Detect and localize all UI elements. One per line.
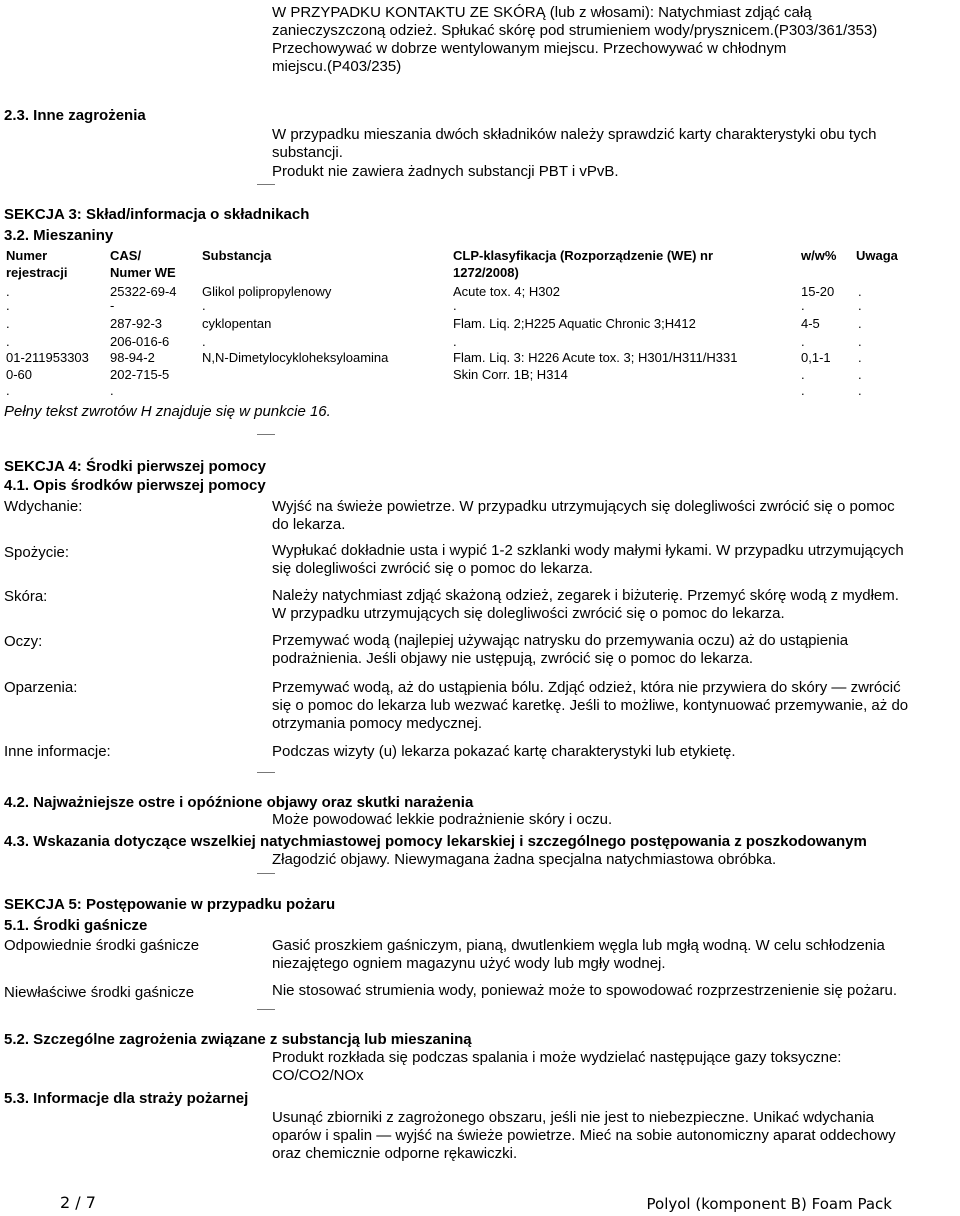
top-line-4: miejscu.(P403/235) xyxy=(272,58,402,75)
section-4-heading: SEKCJA 4: Środki pierwszej pomocy xyxy=(4,458,267,475)
top-line-1: W PRZYPADKU KONTAKTU ZE SKÓRĄ (lub z włosami): Natychmiast zdjąć całą xyxy=(272,4,812,21)
section-4-1-heading: 4.1. Opis środków pierwszej pomocy xyxy=(4,477,266,494)
first-aid-label: Oparzenia: xyxy=(4,679,78,696)
first-aid-label: Oczy: xyxy=(4,633,43,650)
first-aid-label: Wdychanie: xyxy=(4,498,83,515)
section-4-2-heading: 4.2. Najważniejsze ostre i opóźnione objawy oraz skutki narażenia xyxy=(4,794,474,811)
cell-reg: 0-60 xyxy=(6,367,33,382)
suitable-media-label: Odpowiednie środki gaśnicze xyxy=(4,937,200,954)
cell-cas: 98-94-2 xyxy=(110,350,155,365)
first-aid-text-line: Przemywać wodą (najlepiej używając natrysku do przemywania oczu) aż do ustąpienia xyxy=(272,632,849,649)
first-aid-text-line: się o pomoc do lekarza lub wezwać karetkę. Jeśli to możliwe, kontynuować przemywanie, aż do xyxy=(272,697,909,714)
first-aid-text-line: Należy natychmiast zdjąć skażoną odzież, zegarek i biżuterię. Przemyć skórę wodą z mydłem. xyxy=(272,587,899,604)
cell-substance: cyklopentan xyxy=(202,316,272,331)
col-header-substance: Substancja xyxy=(202,248,272,263)
cell-note: . xyxy=(858,383,862,398)
section-5-3-line: oparów i spalin — wyjść na świeże powietrze. Mieć na sobie autonomiczny aparat oddechowy xyxy=(272,1127,896,1144)
first-aid-text-line: do lekarza. xyxy=(272,516,346,533)
cell-clp: Flam. Liq. 2;H225 Aquatic Chronic 3;H412 xyxy=(453,316,696,331)
first-aid-text-line: Podczas wizyty (u) lekarza pokazać kartę charakterystyki lub etykietę. xyxy=(272,743,736,760)
section-3-heading: SEKCJA 3: Skład/informacja o składnikach xyxy=(4,206,310,223)
first-aid-text-line: otrzymania pomocy medycznej. xyxy=(272,715,483,732)
col-header-clp-2: 1272/2008) xyxy=(453,265,519,280)
cell-clp: . xyxy=(453,334,457,349)
cell-ww: . xyxy=(801,367,805,382)
cell-cas: 202-715-5 xyxy=(110,367,170,382)
cell-note: . xyxy=(858,316,862,331)
separator xyxy=(257,434,275,435)
first-aid-text-line: Przemywać wodą, aż do ustąpienia bólu. Zdjąć odzież, która nie przywiera do skóry — zwrócić xyxy=(272,679,901,696)
cell-substance: . xyxy=(202,334,206,349)
cell-note: . xyxy=(858,367,862,382)
cell-ww: 0,1-1 xyxy=(801,350,831,365)
cell-clp: . xyxy=(453,298,457,313)
top-line-3: Przechowywać w dobrze wentylowanym miejscu. Przechowywać w chłodnym xyxy=(272,40,787,57)
product-name: Polyol (komponent B) Foam Pack xyxy=(646,1195,892,1213)
cell-ww: 15-20 xyxy=(801,284,835,299)
section-5-2-line: CO/CO2/NOx xyxy=(272,1067,364,1084)
cell-cas: 206-016-6 xyxy=(110,334,170,349)
cell-note: . xyxy=(858,350,862,365)
section-5-2-line: Produkt rozkłada się podczas spalania i może wydzielać następujące gazy toksyczne: xyxy=(272,1049,842,1066)
first-aid-text-line: W przypadku utrzymujących się dolegliwości zwrócić się o pomoc do lekarza. xyxy=(272,605,785,622)
unsuitable-media-label: Niewłaściwe środki gaśnicze xyxy=(4,984,195,1001)
cell-clp: Flam. Liq. 3: H226 Acute tox. 3; H301/H311/H331 xyxy=(453,350,738,365)
section-4-3-heading: 4.3. Wskazania dotyczące wszelkiej natychmiastowej pomocy lekarskiej i szczególnego postępowania z poszkodowanym xyxy=(4,833,867,850)
col-header-note: Uwaga xyxy=(856,248,898,263)
cell-substance: . xyxy=(202,298,206,313)
first-aid-label: Spożycie: xyxy=(4,544,70,561)
cell-ww: . xyxy=(801,334,805,349)
first-aid-text-line: podrażnienia. Jeśli objawy nie ustępują, zwrócić się o pomoc do lekarza. xyxy=(272,650,754,667)
section-4-2-text: Może powodować lekkie podrażnienie skóry i oczu. xyxy=(272,811,613,828)
cell-reg: 01-211953303 xyxy=(6,350,89,365)
section-5-1-heading: 5.1. Środki gaśnicze xyxy=(4,917,148,934)
page-number: 2 / 7 xyxy=(60,1193,96,1212)
cell-cas: . xyxy=(110,383,114,398)
cell-note: . xyxy=(858,298,862,313)
cell-cas: 25322-69-4 xyxy=(110,284,177,299)
section-5-heading: SEKCJA 5: Postępowanie w przypadku pożaru xyxy=(4,896,336,913)
cell-ww: . xyxy=(801,298,805,313)
cell-note: . xyxy=(858,284,862,299)
first-aid-text-line: się dolegliwości zwrócić się o pomoc do lekarza. xyxy=(272,560,593,577)
cell-ww: . xyxy=(801,383,805,398)
cell-substance: N,N-Dimetylocykloheksyloamina xyxy=(202,350,389,365)
first-aid-text-line: Wyjść na świeże powietrze. W przypadku utrzymujących się dolegliwości zwrócić się o pomoc xyxy=(272,498,895,515)
s2-3-line-2: substancji. xyxy=(272,144,343,161)
unsuitable-media-text: Nie stosować strumienia wody, ponieważ może to spowodować rozprzestrzenienie się pożaru. xyxy=(272,982,898,999)
first-aid-text-line: Wypłukać dokładnie usta i wypić 1-2 szklanki wody małymi łykami. W przypadku utrzymujących xyxy=(272,542,904,559)
cell-reg: . xyxy=(6,383,10,398)
cell-note: . xyxy=(858,334,862,349)
separator xyxy=(257,184,275,185)
cell-clp: Acute tox. 4; H302 xyxy=(453,284,560,299)
suitable-media-line: niezajętego ogniem magazynu użyć wody lub mgły wodnej. xyxy=(272,955,666,972)
top-line-2: zanieczyszczoną odzież. Spłukać skórę pod strumieniem wody/prysznicem.(P303/361/353) xyxy=(272,22,878,39)
cell-reg: . xyxy=(6,316,10,331)
col-header-clp-1: CLP-klasyfikacja (Rozporządzenie (WE) nr xyxy=(453,248,714,263)
cell-substance: Glikol polipropylenowy xyxy=(202,284,332,299)
separator xyxy=(257,772,275,773)
separator xyxy=(257,873,275,874)
first-aid-label: Inne informacje: xyxy=(4,743,111,760)
s2-3-line-3: Produkt nie zawiera żadnych substancji PBT i vPvB. xyxy=(272,163,619,180)
section-5-3-heading: 5.3. Informacje dla straży pożarnej xyxy=(4,1090,249,1107)
col-header-cas-2: Numer WE xyxy=(110,265,176,280)
cell-cas: 287-92-3 xyxy=(110,316,163,331)
section-5-3-line: Usunąć zbiorniki z zagrożonego obszaru, jeśli nie jest to niebezpieczne. Unikać wdychania xyxy=(272,1109,874,1126)
cell-clp: Skin Corr. 1B; H314 xyxy=(453,367,568,382)
col-header-cas-1: CAS/ xyxy=(110,248,142,263)
section-3-2-heading: 3.2. Mieszaniny xyxy=(4,227,114,244)
col-header-ww: w/w% xyxy=(801,248,837,263)
suitable-media-line: Gasić proszkiem gaśniczym, pianą, dwutlenkiem węgla lub mgłą wodną. W celu schłodzenia xyxy=(272,937,885,954)
col-header-reg-1: Numer xyxy=(6,248,48,263)
section-5-3-line: oraz chemicznie odporne rękawiczki. xyxy=(272,1145,518,1162)
first-aid-label: Skóra: xyxy=(4,588,48,605)
s2-3-line-1: W przypadku mieszania dwóch składników należy sprawdzić karty charakterystyki obu tych xyxy=(272,126,877,143)
col-header-reg-2: rejestracji xyxy=(6,265,68,280)
cell-ww: 4-5 xyxy=(801,316,820,331)
h-statements-footnote: Pełny tekst zwrotów H znajduje się w punkcie 16. xyxy=(4,403,331,420)
cell-reg: . xyxy=(6,284,10,299)
cell-reg: . xyxy=(6,334,10,349)
section-4-3-text: Złagodzić objawy. Niewymagana żadna specjalna natychmiastowa obróbka. xyxy=(272,851,777,868)
section-2-3-heading: 2.3. Inne zagrożenia xyxy=(4,107,146,124)
separator xyxy=(257,1009,275,1010)
section-5-2-heading: 5.2. Szczególne zagrożenia związane z substancją lub mieszaniną xyxy=(4,1031,472,1048)
cell-cas: - xyxy=(110,298,115,313)
cell-reg: . xyxy=(6,298,10,313)
